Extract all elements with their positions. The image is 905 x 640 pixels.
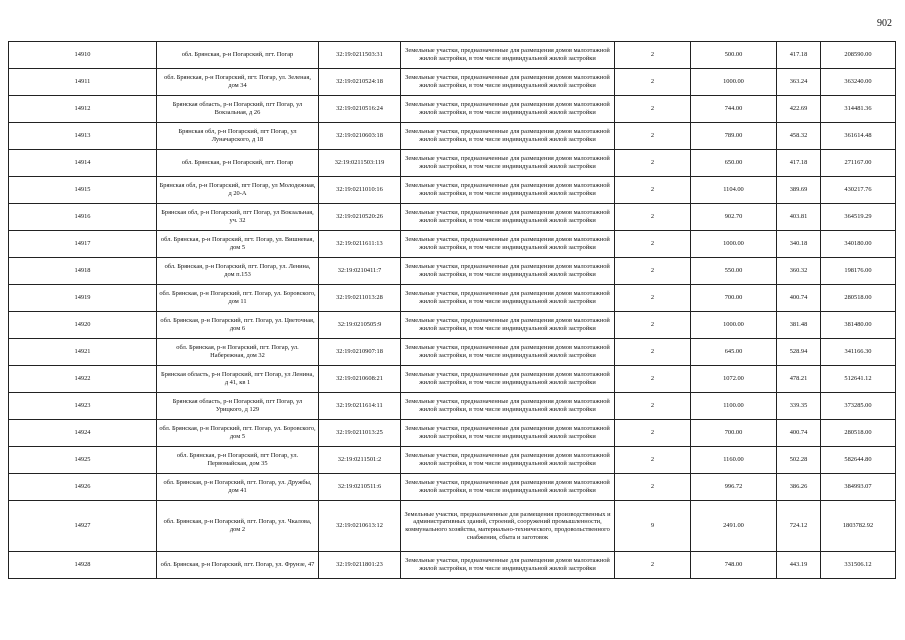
use-group-cell: 2 bbox=[615, 474, 691, 501]
table-row bbox=[9, 96, 896, 123]
land-use-cell: Земельные участки, предназначенные для размещения домов малоэтажной жилой застройки, в том числе индивидуальной жилой застройки bbox=[401, 123, 615, 150]
page-number: 902 bbox=[877, 18, 892, 29]
row-number-cell: 14918 bbox=[9, 258, 157, 285]
table-row bbox=[9, 42, 896, 69]
land-use-cell: Земельные участки, предназначенные для размещения домов малоэтажной жилой застройки, в том числе индивидуальной жилой застройки bbox=[401, 285, 615, 312]
land-use-cell: Земельные участки, предназначенные для размещения домов малоэтажной жилой застройки, в том числе индивидуальной жилой застройки bbox=[401, 69, 615, 96]
cadastral-number-cell: 32:19:0211010:16 bbox=[319, 177, 401, 204]
area-cell: 1000.00 bbox=[691, 231, 777, 258]
cadastral-number-cell: 32:19:0211611:13 bbox=[319, 231, 401, 258]
area-cell: 789.00 bbox=[691, 123, 777, 150]
area-cell: 1000.00 bbox=[691, 69, 777, 96]
cadastral-value-cell: 582644.80 bbox=[821, 447, 896, 474]
address-cell: обл. Брянская, р-н Погарский, пгт. Погар bbox=[157, 42, 319, 69]
table-row bbox=[9, 123, 896, 150]
rate-cell: 340.18 bbox=[777, 231, 821, 258]
address-cell: обл. Брянская, р-н Погарский, пгт. Погар, ул. Цветочная, дом 6 bbox=[157, 312, 319, 339]
cadastral-value-cell: 363240.00 bbox=[821, 69, 896, 96]
cadastral-value-cell: 430217.76 bbox=[821, 177, 896, 204]
cadastral-number-cell: 32:19:0211503:31 bbox=[319, 42, 401, 69]
area-cell: 2491.00 bbox=[691, 501, 777, 552]
table-row bbox=[9, 177, 896, 204]
rate-cell: 528.94 bbox=[777, 339, 821, 366]
rate-cell: 363.24 bbox=[777, 69, 821, 96]
cadastral-number-cell: 32:19:0211614:11 bbox=[319, 393, 401, 420]
use-group-cell: 2 bbox=[615, 393, 691, 420]
address-cell: Брянская область, р-н Погарский, пгт Погар, ул Ленина, д 41, кв 1 bbox=[157, 366, 319, 393]
rate-cell: 502.28 bbox=[777, 447, 821, 474]
use-group-cell: 9 bbox=[615, 501, 691, 552]
land-use-cell: Земельные участки, предназначенные для размещения домов малоэтажной жилой застройки, в том числе индивидуальной жилой застройки bbox=[401, 204, 615, 231]
land-use-cell: Земельные участки, предназначенные для размещения домов малоэтажной жилой застройки, в том числе индивидуальной жилой застройки bbox=[401, 339, 615, 366]
land-use-cell: Земельные участки, предназначенные для размещения домов малоэтажной жилой застройки, в том числе индивидуальной жилой застройки bbox=[401, 366, 615, 393]
cadastral-value-cell: 381480.00 bbox=[821, 312, 896, 339]
land-use-cell: Земельные участки, предназначенные для размещения домов малоэтажной жилой застройки, в том числе индивидуальной жилой застройки bbox=[401, 420, 615, 447]
row-number-cell: 14911 bbox=[9, 69, 157, 96]
table-body bbox=[9, 42, 896, 579]
address-cell: Брянская область, р-н Погарский, пгт Погар, ул Вокзальная, д 26 bbox=[157, 96, 319, 123]
cadastral-number-cell: 32:19:0210520:26 bbox=[319, 204, 401, 231]
table-row bbox=[9, 258, 896, 285]
land-use-cell: Земельные участки, предназначенные для размещения домов малоэтажной жилой застройки, в том числе индивидуальной жилой застройки bbox=[401, 42, 615, 69]
address-cell: Брянская обл, р-н Погарский, пгт Погар, ул Вокзальная, уч. 32 bbox=[157, 204, 319, 231]
area-cell: 1160.00 bbox=[691, 447, 777, 474]
table-row bbox=[9, 231, 896, 258]
land-use-cell: Земельные участки, предназначенные для размещения домов малоэтажной жилой застройки, в том числе индивидуальной жилой застройки bbox=[401, 258, 615, 285]
table-row bbox=[9, 501, 896, 552]
address-cell: обл. Брянская, р-н Погарский, пгт. Погар, ул. Боровского, дом 5 bbox=[157, 420, 319, 447]
cadastral-number-cell: 32:19:0210613:12 bbox=[319, 501, 401, 552]
use-group-cell: 2 bbox=[615, 366, 691, 393]
rate-cell: 458.32 bbox=[777, 123, 821, 150]
row-number-cell: 14922 bbox=[9, 366, 157, 393]
row-number-cell: 14916 bbox=[9, 204, 157, 231]
land-use-cell: Земельные участки, предназначенные для размещения домов малоэтажной жилой застройки, в том числе индивидуальной жилой застройки bbox=[401, 177, 615, 204]
area-cell: 700.00 bbox=[691, 285, 777, 312]
use-group-cell: 2 bbox=[615, 258, 691, 285]
area-cell: 744.00 bbox=[691, 96, 777, 123]
cadastral-value-cell: 1803782.92 bbox=[821, 501, 896, 552]
area-cell: 700.00 bbox=[691, 420, 777, 447]
address-cell: обл. Брянская, р-н Погарский, пгт. Погар, ул. Набережная, дом 32 bbox=[157, 339, 319, 366]
land-use-cell: Земельные участки, предназначенные для размещения домов малоэтажной жилой застройки, в том числе индивидуальной жилой застройки bbox=[401, 231, 615, 258]
use-group-cell: 2 bbox=[615, 447, 691, 474]
area-cell: 645.00 bbox=[691, 339, 777, 366]
rate-cell: 381.48 bbox=[777, 312, 821, 339]
table-row bbox=[9, 339, 896, 366]
cadastral-value-cell: 373285.00 bbox=[821, 393, 896, 420]
address-cell: обл. Брянская, р-н Погарский, пгт. Погар bbox=[157, 150, 319, 177]
land-use-cell: Земельные участки, предназначенные для размещения домов малоэтажной жилой застройки, в том числе индивидуальной жилой застройки bbox=[401, 474, 615, 501]
cadastral-value-cell: 208590.00 bbox=[821, 42, 896, 69]
land-use-cell: Земельные участки, предназначенные для размещения домов малоэтажной жилой застройки, в том числе индивидуальной жилой застройки bbox=[401, 312, 615, 339]
cadastral-number-cell: 32:19:0211503:119 bbox=[319, 150, 401, 177]
table-row bbox=[9, 393, 896, 420]
table-row bbox=[9, 474, 896, 501]
address-cell: Брянская обл, р-н Погарский, пгт Погар, ул Луначарского, д 18 bbox=[157, 123, 319, 150]
cadastral-value-cell: 331506.12 bbox=[821, 552, 896, 579]
row-number-cell: 14920 bbox=[9, 312, 157, 339]
cadastral-value-cell: 384993.07 bbox=[821, 474, 896, 501]
cadastral-number-cell: 32:19:0210524:18 bbox=[319, 69, 401, 96]
use-group-cell: 2 bbox=[615, 312, 691, 339]
land-use-cell: Земельные участки, предназначенные для размещения производственных и административных зданий, строений, сооружений промышленности, коммунального хозяйства, материально-технического, продовольственного снабжения, сбыта и заготовок bbox=[401, 501, 615, 552]
use-group-cell: 2 bbox=[615, 42, 691, 69]
area-cell: 1000.00 bbox=[691, 312, 777, 339]
land-use-cell: Земельные участки, предназначенные для размещения домов малоэтажной жилой застройки, в том числе индивидуальной жилой застройки bbox=[401, 96, 615, 123]
row-number-cell: 14910 bbox=[9, 42, 157, 69]
rate-cell: 478.21 bbox=[777, 366, 821, 393]
cadastral-value-cell: 512641.12 bbox=[821, 366, 896, 393]
land-use-cell: Земельные участки, предназначенные для размещения домов малоэтажной жилой застройки, в том числе индивидуальной жилой застройки bbox=[401, 150, 615, 177]
cadastral-number-cell: 32:19:0210516:24 bbox=[319, 96, 401, 123]
land-use-cell: Земельные участки, предназначенные для размещения домов малоэтажной жилой застройки, в том числе индивидуальной жилой застройки bbox=[401, 552, 615, 579]
land-use-cell: Земельные участки, предназначенные для размещения домов малоэтажной жилой застройки, в том числе индивидуальной жилой застройки bbox=[401, 393, 615, 420]
cadastral-value-cell: 364519.29 bbox=[821, 204, 896, 231]
cadastral-number-cell: 32:19:0211501:2 bbox=[319, 447, 401, 474]
cadastral-number-cell: 32:19:0210907:18 bbox=[319, 339, 401, 366]
rate-cell: 386.26 bbox=[777, 474, 821, 501]
address-cell: обл. Брянская, р-н Погарский, пгт Погар, ул. Первомайская, дом 35 bbox=[157, 447, 319, 474]
rate-cell: 417.18 bbox=[777, 150, 821, 177]
rate-cell: 403.81 bbox=[777, 204, 821, 231]
rate-cell: 443.19 bbox=[777, 552, 821, 579]
use-group-cell: 2 bbox=[615, 150, 691, 177]
cadastral-value-cell: 340180.00 bbox=[821, 231, 896, 258]
cadastral-number-cell: 32:19:0210603:18 bbox=[319, 123, 401, 150]
row-number-cell: 14914 bbox=[9, 150, 157, 177]
address-cell: Брянская обл, р-н Погарский, пгт Погар, ул Молодежная, д 20-А bbox=[157, 177, 319, 204]
cadastral-value-cell: 314481.36 bbox=[821, 96, 896, 123]
address-cell: обл. Брянская, р-н Погарский, пгт. Погар, ул. Вишневая, дом 5 bbox=[157, 231, 319, 258]
area-cell: 902.70 bbox=[691, 204, 777, 231]
use-group-cell: 2 bbox=[615, 285, 691, 312]
cadastral-number-cell: 32:19:0211013:28 bbox=[319, 285, 401, 312]
cadastral-register-table bbox=[8, 41, 896, 579]
address-cell: обл. Брянская, р-н Погарский, пгт. Погар, ул. Боровского, дом 11 bbox=[157, 285, 319, 312]
row-number-cell: 14912 bbox=[9, 96, 157, 123]
area-cell: 500.00 bbox=[691, 42, 777, 69]
area-cell: 1104.00 bbox=[691, 177, 777, 204]
row-number-cell: 14921 bbox=[9, 339, 157, 366]
cadastral-number-cell: 32:19:0210608:21 bbox=[319, 366, 401, 393]
cadastral-value-cell: 198176.00 bbox=[821, 258, 896, 285]
cadastral-value-cell: 271167.00 bbox=[821, 150, 896, 177]
cadastral-number-cell: 32:19:0211801:23 bbox=[319, 552, 401, 579]
table-row bbox=[9, 552, 896, 579]
address-cell: Брянская область, р-н Погарский, пгт Погар, ул Урицкого, д 129 bbox=[157, 393, 319, 420]
area-cell: 650.00 bbox=[691, 150, 777, 177]
rate-cell: 400.74 bbox=[777, 420, 821, 447]
area-cell: 996.72 bbox=[691, 474, 777, 501]
row-number-cell: 14923 bbox=[9, 393, 157, 420]
table-row bbox=[9, 366, 896, 393]
table-row bbox=[9, 312, 896, 339]
rate-cell: 400.74 bbox=[777, 285, 821, 312]
table-row bbox=[9, 204, 896, 231]
address-cell: обл. Брянская, р-н Погарский, пгт. Погар, ул. Зеленая, дом 34 bbox=[157, 69, 319, 96]
area-cell: 748.00 bbox=[691, 552, 777, 579]
row-number-cell: 14925 bbox=[9, 447, 157, 474]
cadastral-value-cell: 280518.00 bbox=[821, 420, 896, 447]
rate-cell: 724.12 bbox=[777, 501, 821, 552]
table-row bbox=[9, 447, 896, 474]
row-number-cell: 14917 bbox=[9, 231, 157, 258]
rate-cell: 422.69 bbox=[777, 96, 821, 123]
use-group-cell: 2 bbox=[615, 177, 691, 204]
row-number-cell: 14928 bbox=[9, 552, 157, 579]
rate-cell: 339.35 bbox=[777, 393, 821, 420]
use-group-cell: 2 bbox=[615, 552, 691, 579]
address-cell: обл. Брянская, р-н Погарский, пгт. Погар, ул. Фрунзе, 47 bbox=[157, 552, 319, 579]
cadastral-value-cell: 341166.30 bbox=[821, 339, 896, 366]
table-row bbox=[9, 285, 896, 312]
rate-cell: 389.69 bbox=[777, 177, 821, 204]
use-group-cell: 2 bbox=[615, 123, 691, 150]
cadastral-number-cell: 32:19:0210411:7 bbox=[319, 258, 401, 285]
row-number-cell: 14915 bbox=[9, 177, 157, 204]
use-group-cell: 2 bbox=[615, 420, 691, 447]
area-cell: 1100.00 bbox=[691, 393, 777, 420]
cadastral-number-cell: 32:19:0211013:25 bbox=[319, 420, 401, 447]
row-number-cell: 14927 bbox=[9, 501, 157, 552]
address-cell: обл. Брянская, р-н Погарский, пгт. Погар, ул. Дружбы, дом 41 bbox=[157, 474, 319, 501]
cadastral-value-cell: 361614.48 bbox=[821, 123, 896, 150]
cadastral-number-cell: 32:19:0210505:9 bbox=[319, 312, 401, 339]
table-row bbox=[9, 69, 896, 96]
table-row bbox=[9, 150, 896, 177]
use-group-cell: 2 bbox=[615, 339, 691, 366]
use-group-cell: 2 bbox=[615, 69, 691, 96]
rate-cell: 360.32 bbox=[777, 258, 821, 285]
row-number-cell: 14919 bbox=[9, 285, 157, 312]
row-number-cell: 14926 bbox=[9, 474, 157, 501]
cadastral-number-cell: 32:19:0210511:6 bbox=[319, 474, 401, 501]
rate-cell: 417.18 bbox=[777, 42, 821, 69]
use-group-cell: 2 bbox=[615, 204, 691, 231]
use-group-cell: 2 bbox=[615, 231, 691, 258]
area-cell: 550.00 bbox=[691, 258, 777, 285]
row-number-cell: 14913 bbox=[9, 123, 157, 150]
use-group-cell: 2 bbox=[615, 96, 691, 123]
area-cell: 1072.00 bbox=[691, 366, 777, 393]
address-cell: обл. Брянская, р-н Погарский, пгт. Погар, ул. Чкалова, дом 2 bbox=[157, 501, 319, 552]
cadastral-value-cell: 280518.00 bbox=[821, 285, 896, 312]
land-use-cell: Земельные участки, предназначенные для размещения домов малоэтажной жилой застройки, в том числе индивидуальной жилой застройки bbox=[401, 447, 615, 474]
row-number-cell: 14924 bbox=[9, 420, 157, 447]
table-row bbox=[9, 420, 896, 447]
address-cell: обл. Брянская, р-н Погарский, пгт. Погар, ул. Ленина, дом п.153 bbox=[157, 258, 319, 285]
